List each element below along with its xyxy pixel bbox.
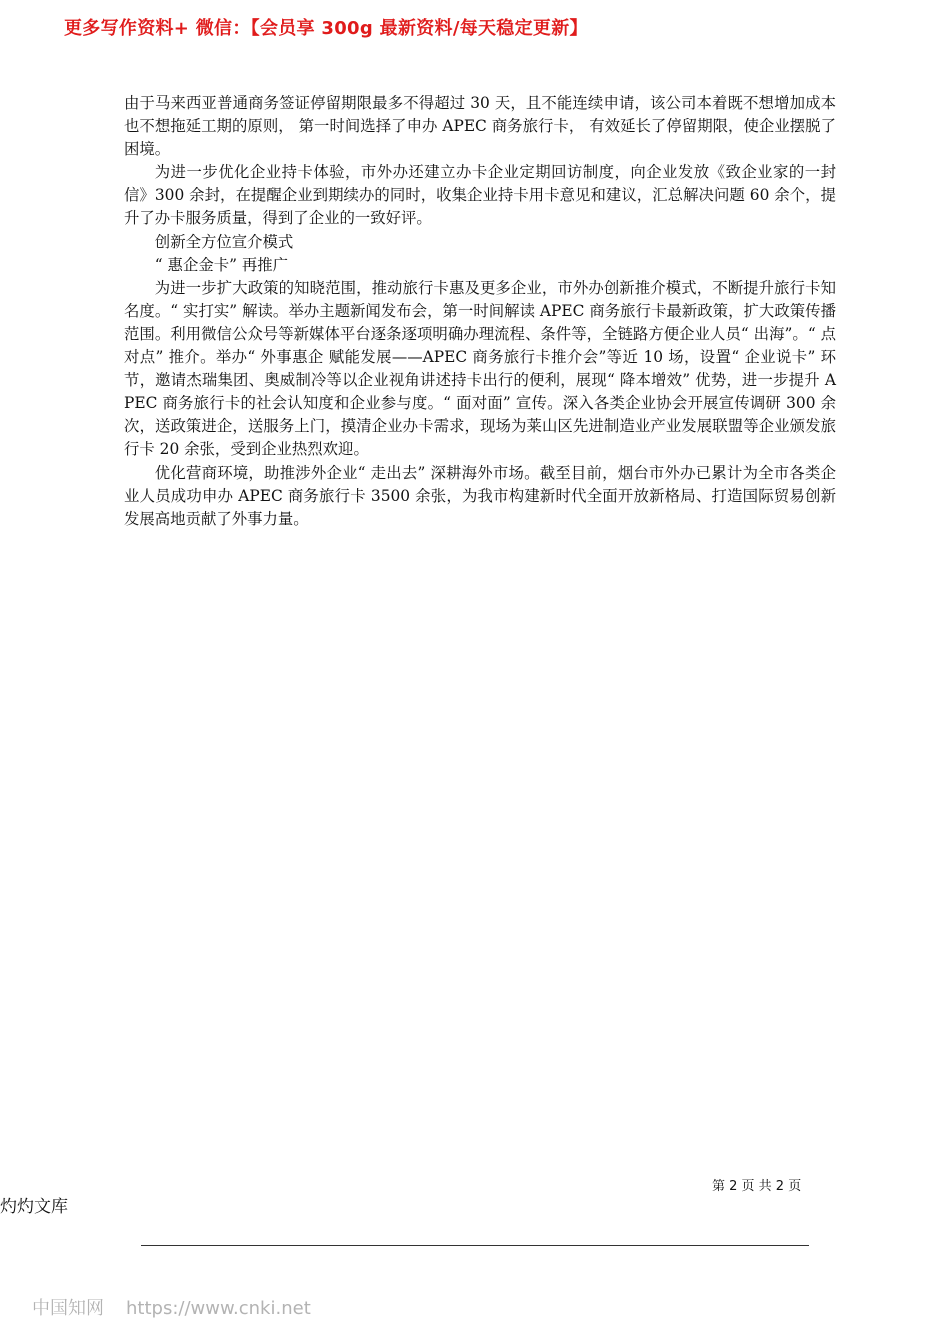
- paragraph-visa-background: 由于马来西亚普通商务签证停留期限最多不得超过 30 天，且不能连续申请，该公司本着既不想增加成本也不想拖延工期的原则， 第一时间选择了申办 APEC 商务旅行卡， 有效延长了停留期限，使企业摆脱了困境。: [124, 94, 836, 159]
- watermark-name: 中国知网: [32, 1298, 104, 1319]
- paragraph-follow-up-system: 为进一步优化企业持卡体验，市外办还建立办卡企业定期回访制度，向企业发放《致企业家的一封信》300 余封，在提醒企业到期续办的同时，收集企业持卡用卡意见和建议，汇总解决问题 60 余个，提升了办卡服务质量，得到了企业的一致好评。: [124, 163, 836, 228]
- article-body: [124, 92, 836, 531]
- cnki-watermark: [32, 1294, 311, 1320]
- section-subheading-golden-card: “ 惠企金卡” 再推广: [154, 255, 289, 274]
- library-name: 灼灼文库: [0, 1197, 68, 1217]
- paragraph-promotion-details: 为进一步扩大政策的知晓范围，推动旅行卡惠及更多企业，市外办创新推介模式，不断提升旅行卡知名度。“ 实打实” 解读。举办主题新闻发布会，第一时间解读 APEC 商务旅行卡最新政策，扩大政策传播范围。利用微信公众号等新媒体平台逐条逐项明确办理流程、条件等，全链路方便企业人员“ 出海”。“ 点对点” 推介。举办“ 外事惠企 赋能发展——APEC 商务旅行卡推介会”等近 10 场，设置“ 企业说卡” 环节，邀请杰瑞集团、奥威制冷等以企业视角讲述持卡出行的便利，展现“ 降本增效” 优势，进一步提升 APEC 商务旅行卡的社会认知度和企业参与度。“ 面对面” 宣传。深入各类企业协会开展宣传调研 300 余次，送政策进企，送服务上门，摸清企业办卡需求，现场为莱山区先进制造业产业发展联盟等企业颁发旅行卡 20 余张，受到企业热烈欢迎。: [124, 278, 836, 459]
- promo-banner: 更多写作资料+ 微信：【会员享 300g 最新资料/每天稳定更新】: [64, 18, 588, 39]
- section-heading-promotion-mode: 创新全方位宣介模式: [154, 232, 294, 251]
- watermark-url: https://www.cnki.net: [126, 1298, 311, 1319]
- footer-divider: [141, 1245, 809, 1246]
- page-number: 第 2 页 共 2 页: [712, 1179, 802, 1194]
- paragraph-business-environment: 优化营商环境，助推涉外企业“ 走出去” 深耕海外市场。截至目前，烟台市外办已累计为全市各类企业人员成功申办 APEC 商务旅行卡 3500 余张，为我市构建新时代全面开放新格局、打造国际贸易创新发展高地贡献了外事力量。: [124, 463, 836, 528]
